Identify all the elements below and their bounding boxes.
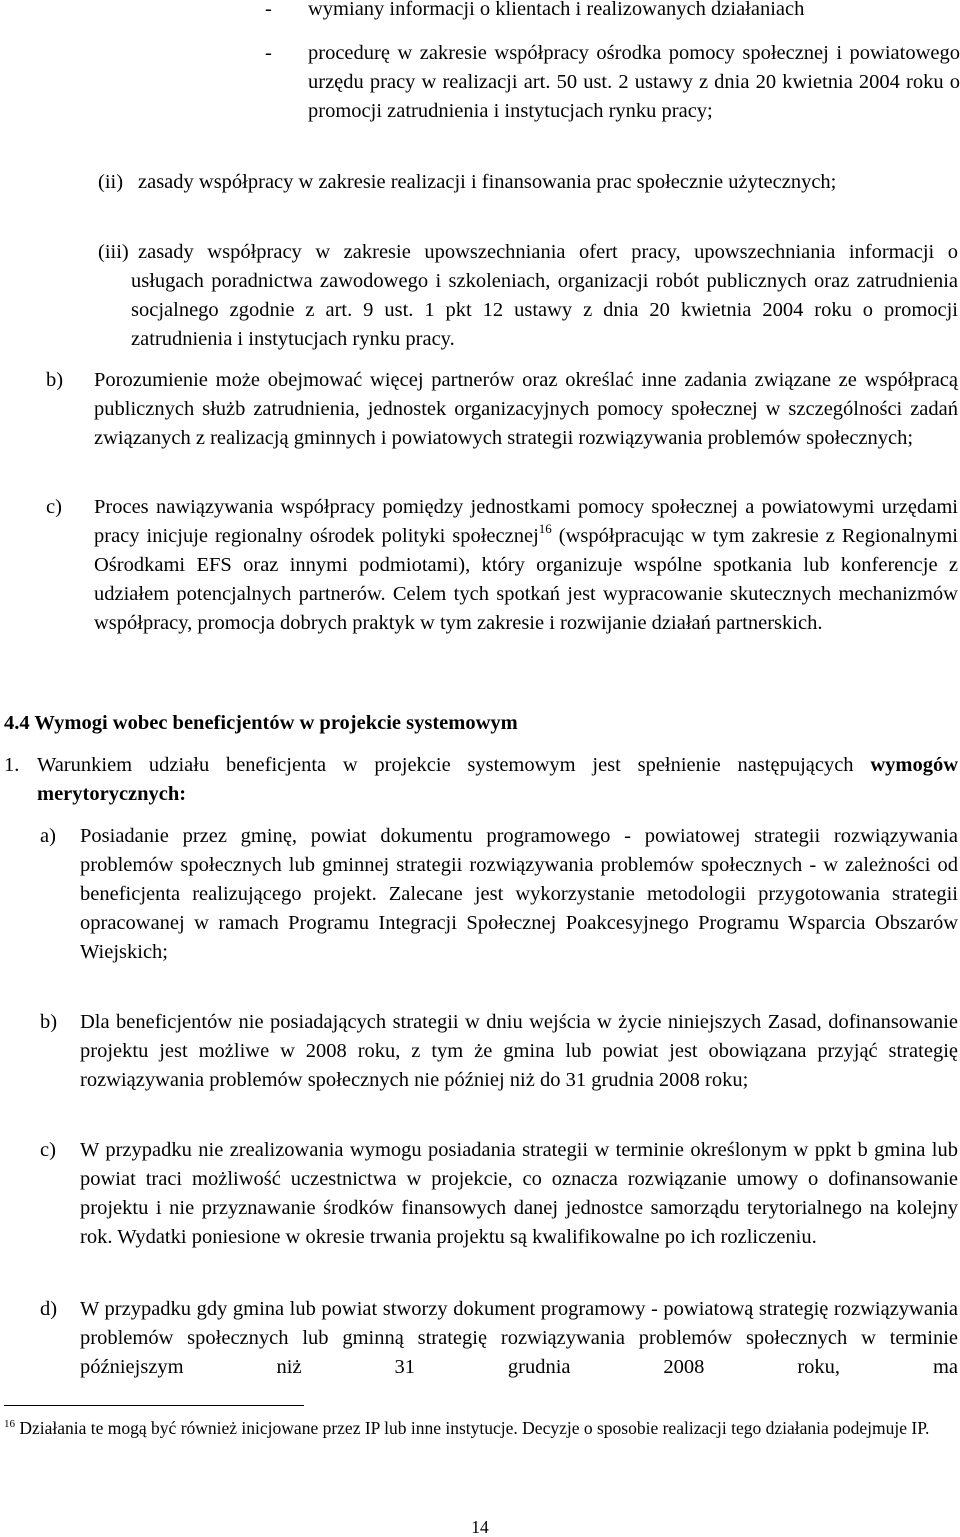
point-1-requirements: Warunkiem udziału beneficjenta w projekcie systemowym jest spełnienie następujących wymogów merytorycznych: <box>37 754 958 805</box>
point-marker-1: 1. <box>4 754 20 776</box>
item-marker-d: d) <box>40 1298 58 1320</box>
item-c-unfulfilled-requirement: W przypadku nie zrealizowania wymogu posiadania strategii w terminie określonym w ppkt b gmina lub powiat traci możliwość uczestnictwa w projekcie, co oznacza rozwiązanie umowy o dofinansowanie projektu i nie przyznawanie środków finansowych danej jednostce samorządu terytorialnego na kolejny rok. Wydatki poniesione w okresie trwania projektu są kwalifikowalne po ich rozliczeniu. <box>80 1139 958 1248</box>
item-marker-a: a) <box>40 825 56 847</box>
dash-marker: - <box>265 42 272 64</box>
roman-marker-ii: (ii) <box>98 171 124 193</box>
item-marker-b-top: b) <box>46 369 64 391</box>
page-number: 14 <box>471 1517 489 1537</box>
item-marker-c: c) <box>40 1139 56 1161</box>
footnote-ref-16: 16 <box>538 521 552 536</box>
roman-item-iii: zasady współpracy w zakresie upowszechniania ofert pracy, upowszechniania informacji o usługach poradnictwa zawodowego i szkoleniach, organizacji robót publicznych oraz zatrudnienia socjalnego zgodnie z art. 9 ust. 1 pkt 12 ustawy z dnia 20 kwietnia 2004 roku o promocji zatrudnienia i instytucjach rynku pracy. <box>131 241 958 350</box>
item-c-cooperation-process: Proces nawiązywania współpracy pomiędzy jednostkami pomocy społecznej a powiatowymi urzędami pracy inicjuje regionalny ośrodek polityki społecznej$^{16}$ (współpracując w tym zakresie z Regionalnymi Ośrodkami EFS oraz innymi podmiotami), który organizuje wspólne spotkania lub konferencje z udziałem potencjalnych partnerów. Celem tych spotkań jest wypracowanie skutecznych mechanizmów współpracy, promocja dobrych praktyk w tym zakresie i rozwijanie działań partnerskich. <box>94 496 958 634</box>
roman-marker-iii: (iii) <box>98 241 129 263</box>
item-b-agreement: Porozumienie może obejmować więcej partnerów oraz określać inne zadania związane ze współpracą publicznych służb zatrudnienia, jednostek organizacyjnych pomocy społecznej w szczególności zadań związanych z realizacją gminnych i powiatowych strategii rozwiązywania problemów społecznych; <box>94 369 958 449</box>
item-d-later-strategy: W przypadku gdy gmina lub powiat stworzy dokument programowy - powiatową strategię rozwiązywania problemów społecznych lub gminną strategię rozwiązywania problemów społecznych w terminie późniejszym niż 31 grudnia 2008 roku, ma <box>80 1298 958 1378</box>
item-a-strategy-document: Posiadanie przez gminę, powiat dokumentu programowego - powiatowej strategii rozwiązywania problemów społecznych lub gminnej strategii rozwiązywania problemów społecznych - w zależności od beneficjenta realizującego projekt. Zalecane jest wykorzystanie metodologii przygotowania strategii opracowanej w ramach Programu Integracji Społecznej Poakcesyjnego Programu Wsparcia Obszarów Wiejskich; <box>80 825 958 963</box>
item-marker-c-top: c) <box>46 496 62 518</box>
footnote-16: $^{16}$ Działania te mogą być również inicjowane przez IP lub inne instytucje. Decyzje o sposobie realizacji tego działania podejmuje IP. <box>4 1418 930 1438</box>
requirements-bold: wymogów merytorycznych: <box>37 754 958 805</box>
footnote-separator <box>4 1405 304 1406</box>
dash-item-procedure: procedurę w zakresie współpracy ośrodka pomocy społecznej i powiatowego urzędu pracy w realizacji art. 50 ust. 2 ustawy z dnia 20 kwietnia 2004 roku o promocji zatrudnienia i instytucjach rynku pracy; <box>308 42 960 122</box>
item-b-no-strategy: Dla beneficjentów nie posiadających strategii w dniu wejścia w życie niniejszych Zasad, dofinansowanie projektu jest możliwe w 2008 roku, z tym że gmina lub powiat jest obowiązana przyjąć strategię rozwiązywania problemów społecznych nie później niż do 31 grudnia 2008 roku; <box>80 1011 958 1091</box>
dash-marker: - <box>265 0 272 20</box>
footnote-number: 16 <box>4 1418 15 1430</box>
dash-item-information-exchange: wymiany informacji o klientach i realizowanych działaniach <box>308 0 805 20</box>
section-heading: 4.4 Wymogi wobec beneficjentów w projekcie systemowym <box>4 712 518 734</box>
roman-item-ii: zasady współpracy w zakresie realizacji i finansowania prac społecznie użytecznych; <box>138 171 837 193</box>
item-marker-b: b) <box>40 1011 58 1033</box>
